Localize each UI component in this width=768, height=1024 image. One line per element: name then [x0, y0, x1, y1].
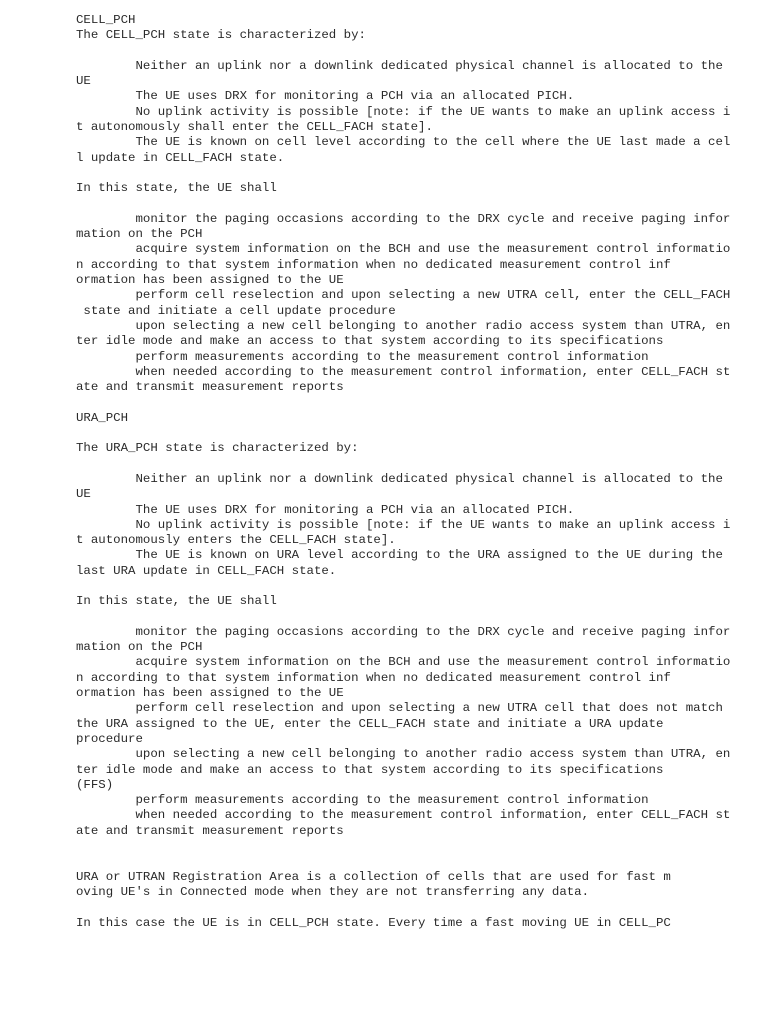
text-line: ormation has been assigned to the UE [76, 686, 344, 701]
text-line: l update in CELL_FACH state. [76, 150, 285, 165]
blank-line [76, 579, 736, 594]
text-line: monitor the paging occasions according to the DRX cycle and receive paging infor [76, 211, 731, 226]
blank-line [76, 900, 736, 915]
blank-line [76, 166, 736, 181]
blank-line [76, 839, 736, 854]
text-line: UE [76, 74, 91, 89]
text-line: when needed according to the measurement control information, enter CELL_FACH st [76, 364, 731, 379]
text-line: t autonomously enters the CELL_FACH state]. [76, 533, 396, 548]
text-line: oving UE's in Connected mode when they are not transferring any data. [76, 884, 590, 899]
text-line: t autonomously shall enter the CELL_FACH state]. [76, 120, 433, 135]
text-line: Neither an uplink nor a downlink dedicated physical channel is allocated to the [76, 58, 723, 73]
text-line: monitor the paging occasions according to the DRX cycle and receive paging infor [76, 624, 731, 639]
text-line: perform measurements according to the measurement control information [76, 793, 649, 808]
text-line: acquire system information on the BCH and use the measurement control informatio [76, 242, 731, 257]
blank-line [76, 395, 736, 410]
text-line: perform measurements according to the measurement control information [76, 349, 649, 364]
text-line: perform cell reselection and upon selecting a new UTRA cell, enter the CELL_FACH [76, 288, 731, 303]
text-line: perform cell reselection and upon selecting a new UTRA cell that does not match [76, 701, 723, 716]
text-line: ate and transmit measurement reports [76, 823, 344, 838]
text-line: The UE is known on URA level according to the URA assigned to the UE during the [76, 548, 723, 563]
blank-line [76, 197, 736, 212]
text-line: UE [76, 487, 91, 502]
blank-line [76, 426, 736, 441]
text-line: In this case the UE is in CELL_PCH state. Every time a fast moving UE in CELL_PC [76, 915, 671, 930]
text-line: URA_PCH [76, 410, 129, 425]
text-line: The CELL_PCH state is characterized by: [76, 28, 366, 43]
text-line: mation on the PCH [76, 640, 203, 655]
text-line: The UE is known on cell level according to the cell where the UE last made a cel [76, 135, 731, 150]
blank-line [76, 610, 736, 625]
text-line: In this state, the UE shall [76, 181, 277, 196]
text-line: mation on the PCH [76, 227, 203, 242]
text-line: n according to that system information when no dedicated measurement control inf [76, 257, 671, 272]
text-line: In this state, the UE shall [76, 594, 277, 609]
text-line: The URA_PCH state is characterized by: [76, 441, 359, 456]
text-line: ter idle mode and make an access to that system according to its specifications [76, 334, 664, 349]
text-line: URA or UTRAN Registration Area is a collection of cells that are used for fast m [76, 869, 671, 884]
text-line: when needed according to the measurement control information, enter CELL_FACH st [76, 808, 731, 823]
text-line: The UE uses DRX for monitoring a PCH via an allocated PICH. [76, 89, 575, 104]
text-line: state and initiate a cell update procedure [76, 303, 396, 318]
text-line: ormation has been assigned to the UE [76, 273, 344, 288]
text-line: No uplink activity is possible [note: if the UE wants to make an uplink access i [76, 104, 731, 119]
text-line: procedure [76, 731, 143, 746]
text-line: CELL_PCH [76, 13, 136, 27]
text-line: ter idle mode and make an access to that system according to its specifications [76, 762, 664, 777]
blank-line [76, 44, 736, 59]
blank-line [76, 854, 736, 869]
text-line: Neither an uplink nor a downlink dedicated physical channel is allocated to the [76, 471, 723, 486]
text-line: acquire system information on the BCH and use the measurement control informatio [76, 655, 731, 670]
text-line: upon selecting a new cell belonging to another radio access system than UTRA, en [76, 318, 731, 333]
text-line: the URA assigned to the UE, enter the CELL_FACH state and initiate a URA update [76, 716, 664, 731]
text-line: upon selecting a new cell belonging to another radio access system than UTRA, en [76, 747, 731, 762]
blank-line [76, 457, 736, 472]
text-line: ate and transmit measurement reports [76, 380, 344, 395]
text-line: No uplink activity is possible [note: if the UE wants to make an uplink access i [76, 517, 731, 532]
document-body [76, 13, 736, 931]
text-line: last URA update in CELL_FACH state. [76, 563, 337, 578]
text-line: (FFS) [76, 777, 114, 792]
text-line: The UE uses DRX for monitoring a PCH via an allocated PICH. [76, 502, 575, 517]
text-line: n according to that system information when no dedicated measurement control inf [76, 670, 671, 685]
